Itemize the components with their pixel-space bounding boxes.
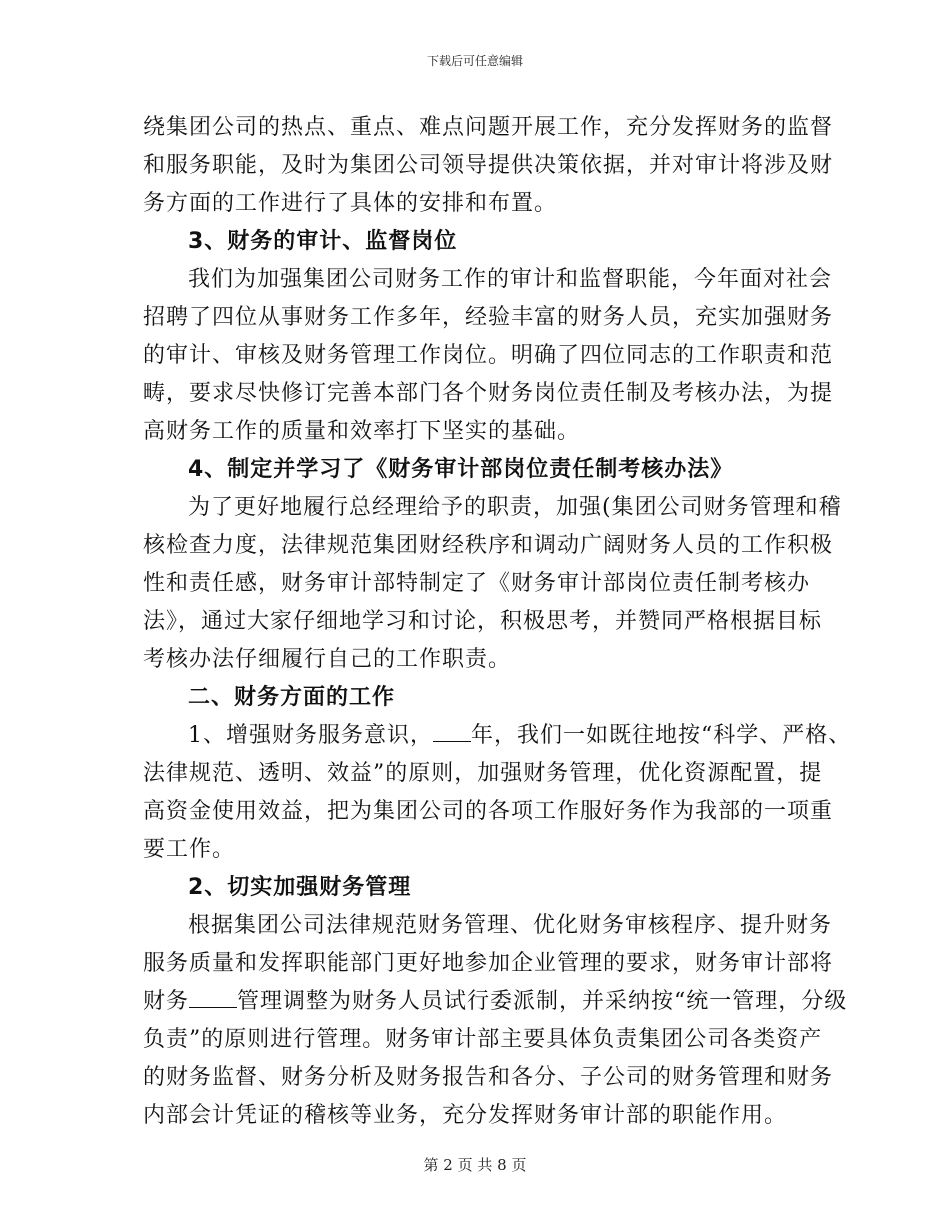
text-line: 性和责任感，财务审计部特制定了《财务审计部岗位责任制考核办 — [143, 571, 811, 596]
text-line: 服务质量和发挥职能部门更好地参加企业管理的要求，财务审计部将 — [143, 951, 834, 976]
text-line: 要工作。 — [143, 837, 236, 862]
text-line: 根据集团公司法律规范财务管理、优化财务审核程序、提升财务 — [188, 913, 833, 938]
text-line: 法律规范、透明、效益”的原则，加强财务管理，优化资源配置，提 — [143, 761, 823, 786]
text-line: 我们为加强集团公司财务工作的审计和监督职能，今年面对社会 — [188, 267, 833, 292]
section-heading-strengthen-management: 2、切实加强财务管理 — [188, 875, 412, 900]
text-line: 核检查力度，法律规范集团财经秩序和调动广阔财务人员的工作积极 — [143, 533, 834, 558]
text-line: 高资金使用效益，把为集团公司的各项工作服好务作为我部的一项重 — [143, 799, 834, 824]
text-line: 考核办法仔细履行自己的工作职责。 — [143, 647, 512, 672]
text-line: 招聘了四位从事财务工作多年，经验丰富的财务人员，充实加强财务 — [143, 305, 834, 330]
text-line: 的审计、审核及财务管理工作岗位。明确了四位同志的工作职责和范 — [143, 343, 834, 368]
blank-field — [433, 721, 471, 742]
text-line: 为了更好地履行总经理给予的职责，加强(集团公司财务管理和稽 — [188, 495, 842, 520]
page-number: 第 2 页 共 8 页 — [423, 1156, 527, 1174]
text-line: 畴，要求尽快修订完善本部门各个财务岗位责任制及考核办法，为提 — [143, 381, 834, 406]
section-heading-assessment-method: 4、制定并学习了《财务审计部岗位责任制考核办法》 — [188, 457, 734, 482]
text-line: 绕集团公司的热点、重点、难点问题开展工作，充分发挥财务的监督 — [143, 115, 834, 140]
header-note: 下载后可任意编辑 — [426, 54, 523, 68]
text-segment: 财务 — [143, 989, 190, 1014]
paragraph-audit-posts — [143, 261, 834, 451]
paragraph-continuation — [143, 109, 834, 223]
text-line: 负责”的原则进行管理。财务审计部主要具体负责集团公司各类资产 — [143, 1027, 823, 1052]
section-heading-audit-posts: 3、财务的审计、监督岗位 — [188, 229, 458, 254]
text-line — [143, 717, 852, 755]
text-segment: 1、增强财务服务意识， — [188, 723, 433, 748]
text-line: 高财务工作的质量和效率打下坚实的基础。 — [143, 419, 581, 444]
paragraph-assessment-method — [143, 489, 842, 679]
text-segment: 年，我们一如既往地按“科学、严格、 — [471, 723, 852, 748]
document-body — [143, 109, 852, 1135]
text-line: 的财务监督、财务分析及财务报告和各分、子公司的财务管理和财务 — [143, 1065, 834, 1090]
text-segment: 管理调整为财务人员试行委派制，并采纳按“统一管理，分级 — [237, 989, 848, 1014]
text-line: 法》，通过大家仔细地学习和讨论，积极思考，并赞同严格根据目标 — [143, 609, 823, 634]
text-line: 和服务职能，及时为集团公司领导提供决策依据，并对审计将涉及财 — [143, 153, 834, 178]
section-heading-finance-work: 二、财务方面的工作 — [188, 685, 396, 710]
paragraph-service-awareness — [143, 717, 852, 869]
paragraph-strengthen-management — [143, 907, 848, 1135]
text-line: 务方面的工作进行了具体的安排和布置。 — [143, 191, 558, 216]
blank-field — [189, 987, 237, 1008]
text-line: 内部会计凭证的稽核等业务，充分发挥财务审计部的职能作用。 — [143, 1103, 788, 1128]
text-line — [143, 983, 848, 1021]
